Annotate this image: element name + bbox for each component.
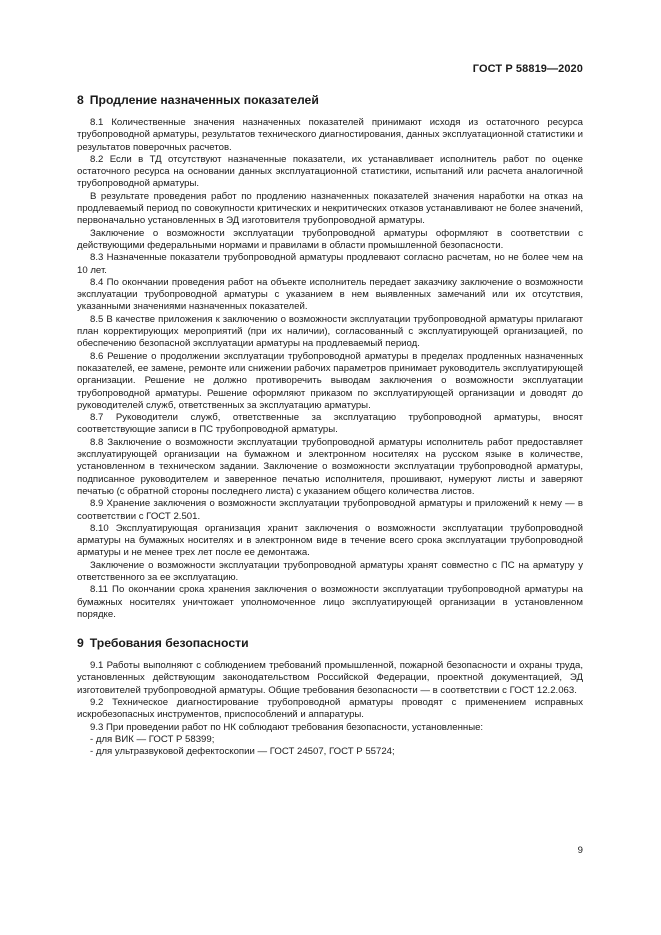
- document-body: [77, 92, 583, 759]
- section-8-number: 8: [77, 93, 84, 107]
- page-number: 9: [577, 845, 583, 856]
- paragraph: 8.7 Руководители служб, ответственные за эксплуатацию трубопроводной арматуры, вносят соответствующие записи в ПС трубопроводной арматуры.: [77, 412, 583, 436]
- paragraph: 8.8 Заключение о возможности эксплуатации трубопроводной арматуры исполнитель работ предоставляет эксплуатирующей организации на бумажном и электронном носителях на русском языке в количестве, установленном в техническом задании. Заключение о возможности эксплуатации трубопроводной арматуры, подписанное руководителем и заверенное печатью исполнителя, прошивают, нумеруют листы и заверяют печатью (с обратной стороны последнего листа) с указанием общего количества листов.: [77, 436, 583, 497]
- section-9-title: Требования безопасности: [89, 636, 249, 651]
- paragraph: 8.9 Хранение заключения о возможности эксплуатации трубопроводной арматуры и приложений к нему — в соответствии с ГОСТ 2.501.: [77, 498, 583, 522]
- section-9-number: 9: [77, 636, 84, 651]
- paragraph: Заключение о возможности эксплуатации трубопроводной арматуры хранят совместно с ПС на арматуру у ответственного за ее эксплуатацию.: [77, 559, 583, 583]
- paragraph: 9.3 При проведении работ по НК соблюдают требования безопасности, установленные:: [90, 721, 484, 733]
- paragraph: 8.4 По окончании проведения работ на объекте исполнитель передает заказчику заключение о возможности эксплуатации трубопроводной арматуры с указанием в нем выявленных замечаний или их отсутствия, указанными значениями назначенных показателей.: [77, 276, 583, 313]
- paragraph: 8.2 Если в ТД отсутствуют назначенные показатели, их устанавливает исполнитель работ по оценке остаточного ресурса на основании данных эксплуатационной статистики, испытаний или расчета аналогичной трубопроводной арматуры.: [77, 153, 583, 190]
- list-item: - для ультразвуковой дефектоскопии — ГОСТ 24507, ГОСТ Р 55724;: [90, 746, 395, 758]
- section-8-title: Продление назначенных показателей: [89, 93, 319, 107]
- section-9-heading: [77, 635, 583, 651]
- paragraph: Заключение о возможности эксплуатации трубопроводной арматуры оформляют в соответствии с действующими федеральными нормами и правилами в области промышленной безопасности.: [77, 227, 583, 251]
- paragraph: 8.10 Эксплуатирующая организация хранит заключения о возможности эксплуатации трубопроводной арматуры на бумажных носителях и в электронном виде в течение всего срока эксплуатации трубопроводной арматуры и не менее трех лет после ее демонтажа.: [77, 522, 583, 559]
- paragraph: 9.1 Работы выполняют с соблюдением требований промышленной, пожарной безопасности и охраны труда, установленных действующим законодательством Российской Федерации, проектной документацией, ЭД изготовителей трубопроводной арматуры. Общие требования безопасности — в соответствии с ГОСТ 12.2.063.: [77, 660, 583, 696]
- paragraph: 8.11 По окончании срока хранения заключения о возможности эксплуатации трубопроводной арматуры на бумажных носителях уничтожает уполномоченное лицо эксплуатирующей организации в установленном порядке.: [77, 584, 583, 620]
- list-item: - для ВИК — ГОСТ Р 58399;: [90, 733, 215, 745]
- paragraph: 9.2 Техническое диагностирование трубопроводной арматуры проводят с применением исправных искробезопасных инструментов, приспособлений и аппаратуры.: [77, 697, 583, 721]
- document-header: ГОСТ Р 58819—2020: [472, 63, 583, 75]
- section-8-heading: [77, 92, 583, 108]
- section-gap: [77, 621, 583, 635]
- paragraph: В результате проведения работ по продлению назначенных показателей значения наработки на отказ на продлеваемый период по совокупности критических и некритических отказов устанавливают не более значений, первоначально установленных в ЭД изготовителя трубопроводной арматуры.: [77, 190, 583, 227]
- paragraph: 8.6 Решение о продолжении эксплуатации трубопроводной арматуры в пределах продленных назначенных показателей, ее замене, ремонте или снижении рабочих параметров принимает руководитель эксплуатирующей организации. Решение не должно противоречить выводам заключения о возможности эксплуатации трубопроводной арматуры. Решение оформляют приказом по эксплуатирующей организации и доводят до руководителей служб, ответственных за эксплуатацию арматуры.: [77, 350, 583, 411]
- paragraph: 8.3 Назначенные показатели трубопроводной арматуры продлевают согласно расчетам, но не более чем на 10 лет.: [77, 252, 583, 276]
- paragraph: 8.1 Количественные значения назначенных показателей принимают исходя из остаточного ресурса трубопроводной арматуры, результатов технического диагностирования, данных эксплуатационной статистики и результатов поверочных расчетов.: [77, 117, 583, 153]
- paragraph: 8.5 В качестве приложения к заключению о возможности эксплуатации трубопроводной арматуры прилагают план корректирующих мероприятий (при их наличии), согласованный с эксплуатирующей организацией, по обеспечению безопасной эксплуатации арматуры на продлеваемый период.: [77, 313, 583, 350]
